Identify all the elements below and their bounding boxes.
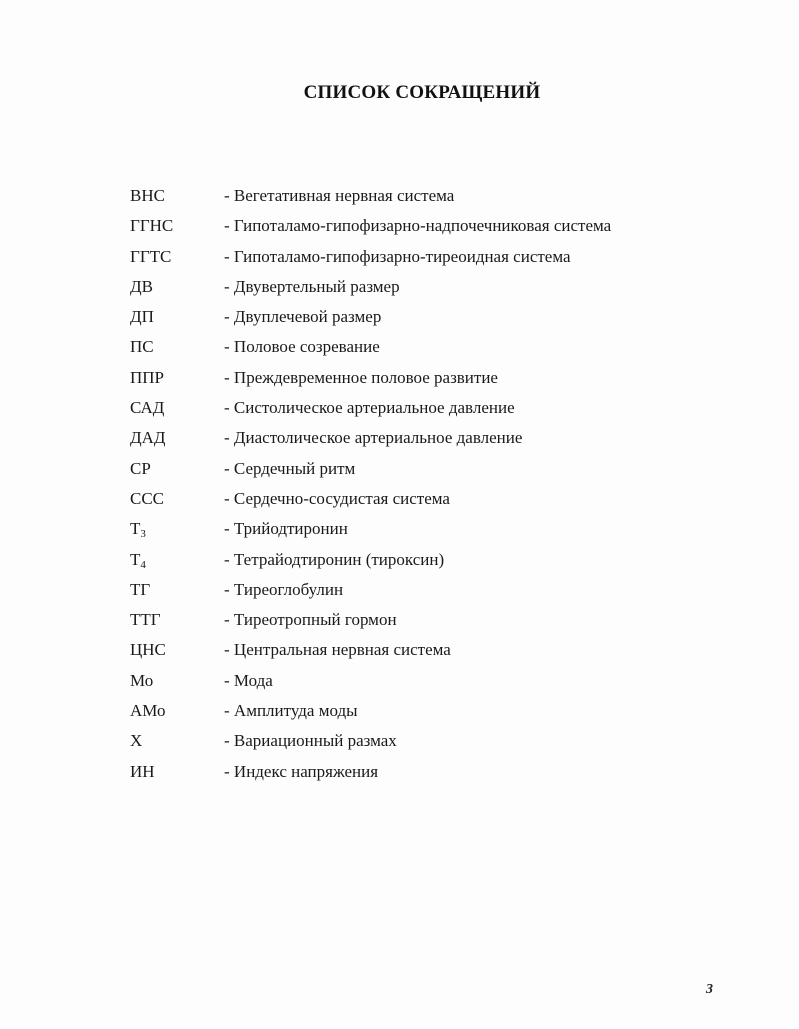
abbreviation-row: [130, 426, 690, 456]
abbreviation-term-text: АМо: [130, 701, 166, 721]
abbreviation-row: [130, 638, 690, 668]
abbreviation-term: [130, 638, 166, 662]
abbreviation-term-text: ДП: [130, 307, 154, 327]
abbreviation-row: [130, 578, 690, 608]
abbreviation-row: [130, 669, 690, 699]
abbreviation-term-subscript: 4: [140, 558, 146, 571]
abbreviation-definition: - Гипоталамо-гипофизарно-надпочечниковая система: [224, 216, 612, 236]
abbreviation-term-text: ВНС: [130, 186, 165, 205]
abbreviation-definition: - Гипоталамо-гипофизарно-тиреоидная система: [224, 246, 571, 266]
page-number: 3: [706, 982, 713, 997]
abbreviation-row: [130, 608, 690, 638]
abbreviation-term: [130, 487, 164, 511]
abbreviation-row: [130, 245, 690, 275]
abbreviation-term: [130, 275, 153, 299]
abbreviation-term: [130, 729, 142, 753]
abbreviation-definition: - Трийодтиронин: [224, 519, 348, 539]
abbreviation-definition: - Двуплечевой размер: [224, 307, 382, 327]
abbreviation-definition: - Сердечно-сосудистая система: [224, 488, 450, 508]
abbreviation-definition: - Двувертельный размер: [224, 276, 400, 296]
abbreviation-term-subscript: 3: [140, 528, 146, 541]
abbreviation-term-text: ТТГ: [130, 610, 161, 630]
abbreviation-row: [130, 275, 690, 305]
abbreviation-term-text: ДАД: [130, 428, 166, 448]
abbreviation-term: [130, 426, 165, 450]
abbreviation-row: [130, 457, 690, 487]
abbreviation-term-text: Мо: [130, 670, 154, 690]
abbreviation-definition: - Сердечный ритм: [224, 458, 356, 478]
abbreviation-definition: - Индекс напряжения: [224, 761, 379, 781]
abbreviation-row: [130, 487, 690, 517]
abbreviation-row: [130, 517, 690, 547]
abbreviation-term-text: ЦНС: [130, 640, 166, 660]
abbreviation-term-text: ДВ: [130, 276, 153, 296]
page-title: СПИСОК СОКРАЩЕНИЙ: [303, 82, 541, 103]
abbreviation-definition: - Преждевременное половое развитие: [224, 367, 498, 387]
abbreviation-definition: - Вегетативная нервная система: [224, 186, 455, 205]
abbreviation-row: [130, 214, 690, 244]
abbreviation-term: [130, 245, 171, 269]
abbreviation-term: [130, 396, 164, 420]
abbreviation-term: [130, 335, 154, 359]
abbreviation-definition: - Центральная нервная система: [224, 640, 451, 660]
abbreviation-row: [130, 335, 690, 365]
abbreviation-row: [130, 184, 690, 214]
abbreviation-definition: - Половое созревание: [224, 337, 380, 357]
abbreviation-term-text: ТГ: [130, 579, 151, 599]
abbreviation-term: [130, 548, 146, 572]
abbreviation-definition: - Тиреоглобулин: [224, 579, 344, 599]
abbreviation-term-text: ПС: [130, 337, 154, 357]
abbreviation-list: [130, 184, 690, 790]
abbreviation-term: [130, 578, 150, 602]
abbreviation-row: [130, 396, 690, 426]
abbreviation-term: [130, 305, 154, 329]
abbreviation-term-text: САД: [130, 398, 165, 418]
abbreviation-term-text: ГГНС: [130, 216, 174, 236]
abbreviation-row: [130, 699, 690, 729]
abbreviation-row: [130, 305, 690, 335]
abbreviation-term-text: ГГТС: [130, 246, 172, 266]
abbreviation-definition: - Систолическое артериальное давление: [224, 398, 515, 418]
abbreviation-term-text: Х: [130, 731, 143, 751]
abbreviation-definition: - Тетрайодтиронин (тироксин): [224, 549, 445, 569]
abbreviation-term-text: Т: [130, 519, 141, 539]
abbreviation-definition: - Диастолическое артериальное давление: [224, 428, 523, 448]
abbreviation-term-text: ССС: [130, 488, 165, 508]
abbreviation-term: [130, 760, 155, 784]
abbreviation-term: [130, 699, 165, 723]
abbreviation-term: [130, 366, 164, 390]
abbreviation-row: [130, 548, 690, 578]
abbreviation-term-text: СР: [130, 458, 151, 478]
abbreviation-term-text: ППР: [130, 367, 165, 387]
abbreviation-term: [130, 608, 161, 632]
abbreviation-term: [130, 517, 146, 541]
abbreviation-row: [130, 366, 690, 396]
abbreviation-definition: - Вариационный размах: [224, 731, 397, 751]
abbreviation-term-text: Т: [130, 549, 141, 569]
abbreviation-row: [130, 729, 690, 759]
abbreviation-term: [130, 669, 153, 693]
abbreviation-definition: - Тиреотропный гормон: [224, 610, 397, 630]
abbreviation-term: [130, 214, 173, 238]
abbreviation-row: [130, 760, 690, 790]
abbreviation-definition: - Мода: [224, 670, 273, 690]
abbreviation-term: [130, 457, 151, 481]
abbreviation-definition: - Амплитуда моды: [224, 701, 358, 721]
abbreviation-term: [130, 184, 165, 208]
abbreviation-term-text: ИН: [130, 761, 155, 781]
